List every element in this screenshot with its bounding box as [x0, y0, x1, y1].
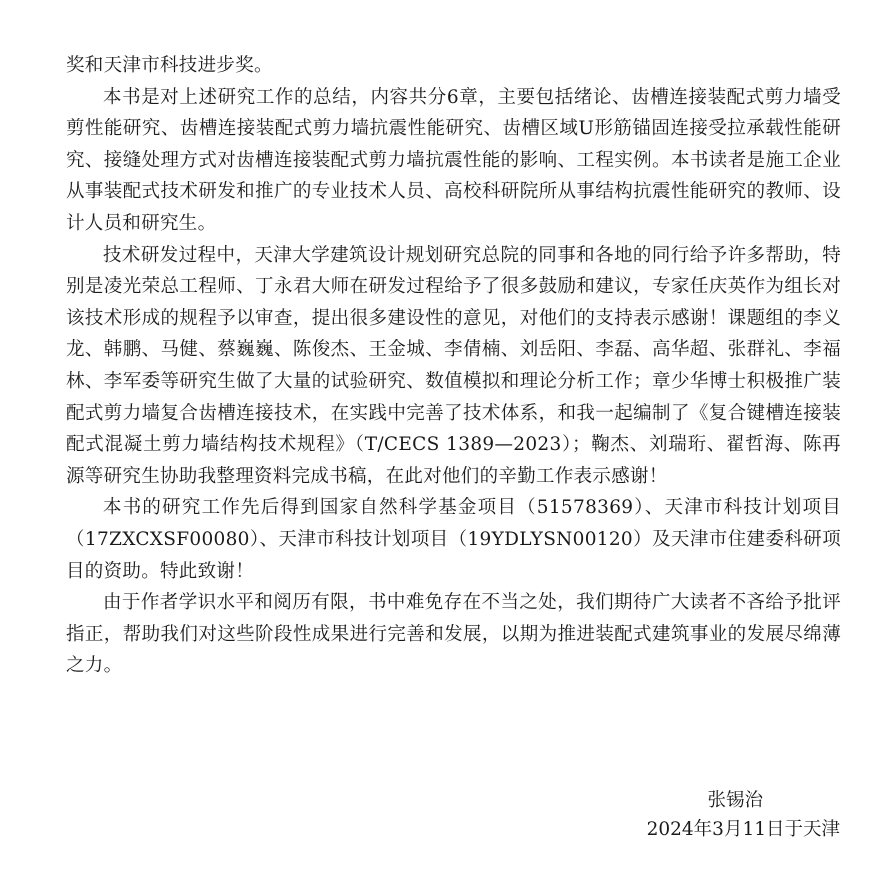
preface-body [66, 50, 841, 682]
signature-block [647, 786, 840, 844]
signature-date: 2024年3月11日于天津 [646, 819, 840, 840]
author-name: 张锡治 [707, 790, 763, 811]
paragraph-acknowledgements: 技术研发过程中，天津大学建筑设计规划研究总院的同事和各地的同行给予许多帮助，特别是凌光荣总工程师、丁永君大师在研发过程给予了很多鼓励和建议，专家任庆英作为组长对该技术形成的规程予以审查，提出很多建设性的意见，对他们的支持表示感谢！课题组的李义龙、韩鹏、马健、蔡巍巍、陈俊杰、王金城、李倩楠、刘岳阳、李磊、高华超、张群礼、李福林、李军委等研究生做了大量的试验研究、数值模拟和理论分析工作；章少华博士积极推广装配式剪力墙复合齿槽连接技术，在实践中完善了技术体系，和我一起编制了《复合键槽连接装配式混凝土剪力墙结构技术规程》（T/CECS 1389—2023）；鞠杰、刘瑞珩、翟哲海、陈再源等研究生协助我整理资料完成书稿，在此对他们的辛勤工作表示感谢！ [66, 244, 841, 487]
paragraph-awards: 奖和天津市科技进步奖。 [66, 55, 273, 76]
paragraph-book-summary: 本书是对上述研究工作的总结，内容共分6章，主要包括绪论、齿槽连接装配式剪力墙受剪性能研究、齿槽连接装配式剪力墙抗震性能研究、齿槽区域U形筋锚固连接受拉承载性能研究、接缝处理方式对齿槽连接装配式剪力墙抗震性能的影响、工程实例。本书读者是施工企业从事装配式技术研发和推广的专业技术人员、高校科研院所从事结构抗震性能研究的教师、设计人员和研究生。 [66, 86, 841, 234]
paragraph-closing: 由于作者学识水平和阅历有限，书中难免存在不当之处，我们期待广大读者不吝给予批评指正，帮助我们对这些阶段性成果进行完善和发展，以期为推进装配式建筑事业的发展尽绵薄之力。 [66, 592, 841, 677]
paragraph-funding: 本书的研究工作先后得到国家自然科学基金项目（51578369）、天津市科技计划项目（17ZXCXSF00080）、天津市科技计划项目（19YDLYSN00120）及天津市住建委科研项目的资助。特此致谢！ [66, 497, 841, 582]
